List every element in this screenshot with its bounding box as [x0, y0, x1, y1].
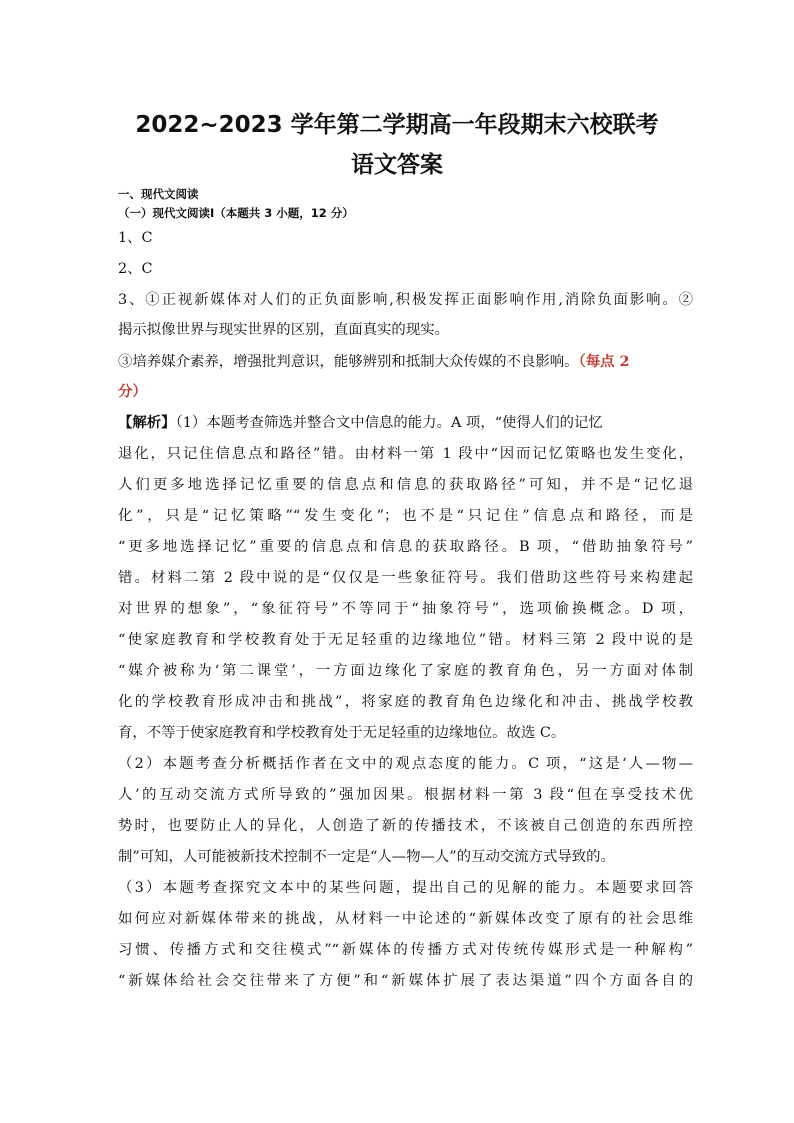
- analysis-line-text: “更多地选择记忆”重要的信息点和信息的获取路径。B 项，“借助抽象符号”: [118, 539, 693, 555]
- analysis-line: [118, 476, 693, 494]
- analysis-line: [118, 538, 693, 556]
- analysis-line-text: “媒介被称为‘第二课堂’，一方面边缘化了家庭的教育角色，另一方面对体制: [118, 663, 693, 679]
- answer-q1: 1、C: [118, 230, 153, 246]
- analysis-line-text: （3）本题考查探究文本中的某些问题，提出自己的见解的能力。本题要求回答: [118, 880, 693, 896]
- score-note: （每点 2: [578, 353, 630, 370]
- analysis-line-text: （2）本题考查分析概括作者在文中的观点态度的能力。C 项，“这是‘人—物—: [118, 756, 693, 772]
- analysis-line-text: 势时，也要防止人的异化，人创造了新的传播技术，不该被自己创造的东西所控: [118, 818, 693, 834]
- analysis-line: [118, 662, 693, 680]
- analysis-line-text: “新媒体给社会交往带来了方便”和“新媒体扩展了表达渠道”四个方面各自的: [118, 973, 693, 989]
- analysis-line: [118, 941, 693, 959]
- subsection-heading: （一）现代文阅读Ⅰ（本题共 3 小题，12 分）: [118, 206, 354, 220]
- analysis-line-text: 对世界的想象”，“象征符号”不等同于“抽象符号”，选项偷换概念。D 项，: [118, 601, 693, 617]
- analysis-line: [118, 972, 693, 990]
- analysis-line: [118, 755, 693, 773]
- analysis-line-text: 退化，只记住信息点和路径”错。由材料一第 1 段中“因而记忆策略也发生变化，: [118, 446, 693, 462]
- analysis-line: [118, 910, 693, 928]
- score-note-continued: 分）: [118, 383, 147, 400]
- document-subtitle: 语文答案: [351, 152, 443, 178]
- analysis-line: [118, 445, 693, 463]
- analysis-line: [118, 631, 693, 649]
- analysis-line-text: 制”可知，人可能被新技术控制不一定是“人—物—人”的互动交流方式导致的。: [118, 849, 615, 865]
- analysis-line-text: “使家庭教育和学校教育处于无足轻重的边缘地位”错。材料三第 2 段中说的是: [118, 632, 693, 648]
- analysis-label: 【解析】: [118, 414, 176, 431]
- analysis-line: [118, 569, 693, 587]
- analysis-line-text: 如何应对新媒体带来的挑战，从材料一中论述的“新媒体改变了原有的社会思维: [118, 911, 693, 927]
- answer-q3-line3: [118, 353, 693, 371]
- analysis-line: [118, 600, 693, 618]
- analysis-line: [118, 817, 693, 835]
- analysis-line-text: 习惯、传播方式和交往模式”“新媒体的传播方式对传统传媒形式是一种解构”: [118, 942, 693, 958]
- analysis-line-text: 人们更多地选择记忆重要的信息点和信息的获取路径”可知，并不是“记忆退: [118, 477, 693, 493]
- analysis-line: [118, 414, 693, 432]
- analysis-line: [118, 507, 693, 525]
- analysis-line: [118, 786, 693, 804]
- answer-q3-line1: 3、①正视新媒体对人们的正负面影响,积极发挥正面影响作用,消除负面影响。②: [118, 292, 693, 308]
- document-title: 2022~2023 学年第二学期高一年段期末六校联考: [135, 112, 659, 138]
- analysis-line: [118, 724, 693, 742]
- analysis-line: [118, 848, 693, 866]
- analysis-line-text: 化的学校教育形成冲击和挑战”，将家庭的教育角色边缘化和冲击、挑战学校教: [118, 694, 693, 710]
- analysis-line-text: 错。材料二第 2 段中说的是“仅仅是一些象征符号。我们借助这些符号来构建起: [118, 570, 693, 586]
- analysis-line-text: （1）本题考查筛选并整合文中信息的能力。A 项，“使得人们的记忆: [175, 415, 603, 431]
- answer-q3-line3-text: ③培养媒介素养，增强批判意识，能够辨别和抵制大众传媒的不良影响。: [118, 354, 579, 370]
- analysis-line: [118, 693, 693, 711]
- answer-q2: 2、C: [118, 261, 153, 277]
- analysis-line: [118, 879, 693, 897]
- analysis-line-text: 化”，只是“记忆策略”“发生变化”；也不是“只记住”信息点和路径，而是: [118, 508, 693, 524]
- answer-q3-line2: 揭示拟像世界与现实世界的区别，直面真实的现实。: [118, 322, 449, 338]
- section-heading: 一、现代文阅读: [118, 187, 199, 201]
- analysis-line-text: 育，不等于使家庭教育和学校教育处于无足轻重的边缘地位。故选 C。: [118, 725, 566, 741]
- analysis-line-text: 人’的互动交流方式所导致的”强加因果。根据材料一第 3 段“但在享受技术优: [118, 787, 693, 803]
